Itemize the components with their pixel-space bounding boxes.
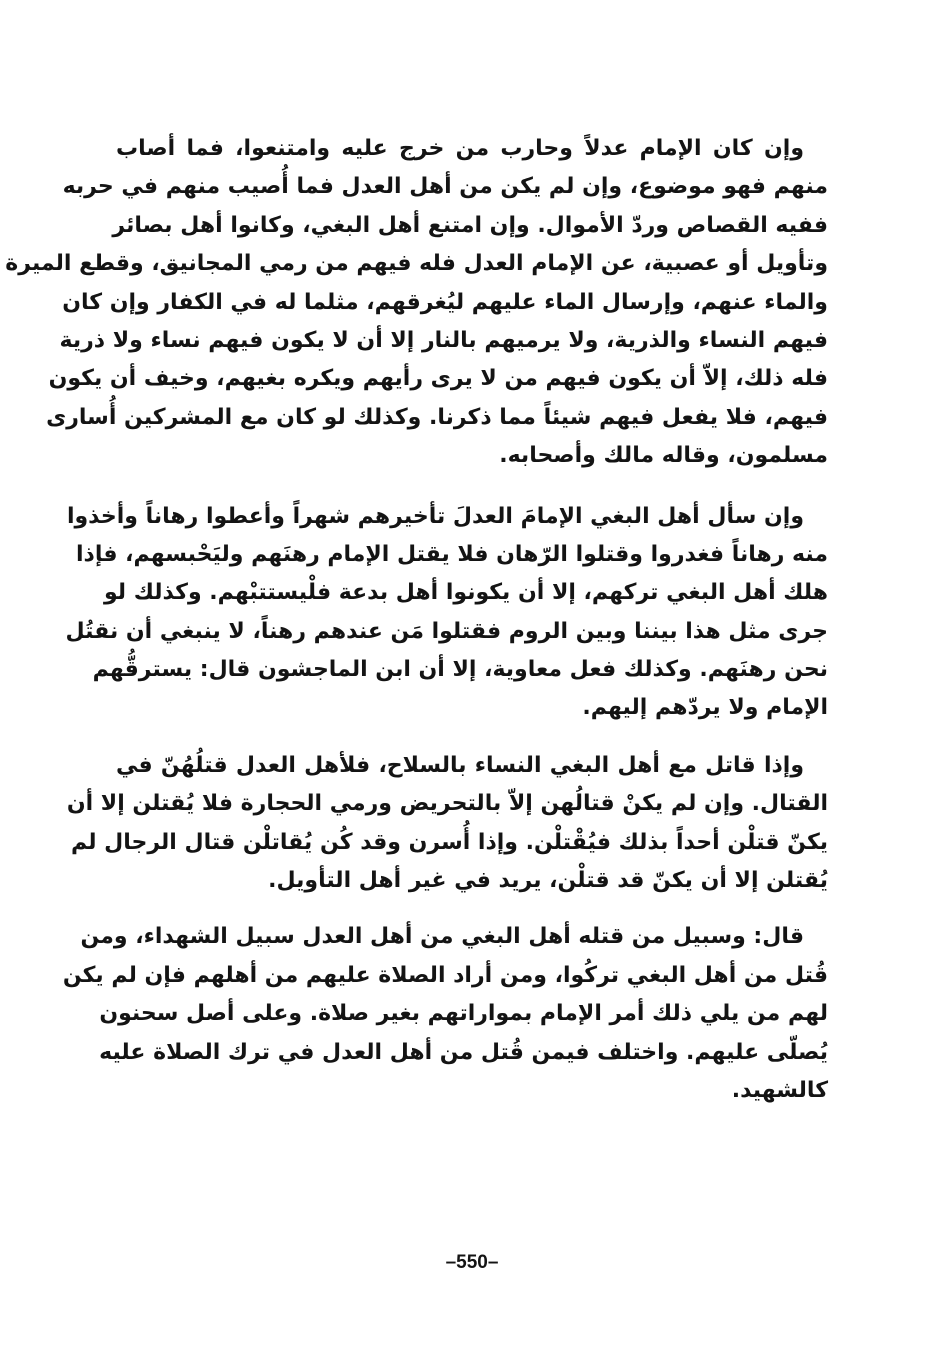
body-text xyxy=(5,130,828,1110)
text-line: فيهم النساء والذرية، ولا يرميهم بالنار إلا أن لا يكون فيهم نساء ولا ذرية xyxy=(59,327,828,353)
text-line: يُقتلن إلا أن يكنّ قد قتلْن، يريد في غير أهل التأويل. xyxy=(268,868,828,894)
text-line: نحن رهنَهم. وكذلك فعل معاوية، إلا أن ابن الماجشون قال: يسترقُّهم xyxy=(92,657,828,683)
text-line: لهم من يلي ذلك أمر الإمام بمواراتهم بغير صلاة. وعلى أصل سحنون xyxy=(99,1001,828,1027)
text-line: هلك أهل البغي تركهم، إلا أن يكونوا أهل بدعة فلْيستتبْهم. وكذلك لو xyxy=(104,580,828,606)
text-line: منه رهاناً فغدروا وقتلوا الرّهان فلا يقتل الإمام رهنَهم وليَحْبسهم، فإذا xyxy=(76,541,828,567)
text-line: ففيه القصاص وردّ الأموال. وإن امتنع أهل البغي، وكانوا أهل بصائر xyxy=(112,212,828,238)
text-line: وإن كان الإمام عدلاً وحارب من خرج عليه وامتنعوا، فما أصاب xyxy=(116,136,804,161)
text-line: قُتل من أهل البغي تركُوا، ومن أراد الصلاة عليهم من أهلهم فإن لم يكن xyxy=(62,962,828,988)
paragraph-3 xyxy=(66,747,828,901)
text-line: وإن سأل أهل البغي الإمامَ العدلَ تأخيرهم شهراً وأعطوا رهاناً وأخذوا xyxy=(66,503,804,529)
text-line: مسلمون، وقاله مالك وأصحابه. xyxy=(499,443,828,469)
paragraph-1 xyxy=(5,130,828,476)
text-line: يُصلّى عليهم. واختلف فيمن قُتل من أهل العدل في ترك الصلاة عليه xyxy=(99,1039,828,1065)
text-line: منهم فهو موضوع، وإن لم يكن من أهل العدل فما أُصيب منهم في حربه xyxy=(62,174,828,200)
text-line: وإذا قاتل مع أهل البغي النساء بالسلاح، فلأهل العدل قتلُهُنّ في xyxy=(116,752,804,778)
text-line: فله ذلك، إلاّ أن يكون فيهم من لا يرى رأيهم ويكره بغيهم، وخيف أن يكون xyxy=(48,366,828,392)
paragraph-2 xyxy=(65,498,828,728)
text-line: فيهم، فلا يفعل فيهم شيئاً مما ذكرنا. وكذلك لو كان مع المشركين أُسارى xyxy=(46,404,828,430)
text-line: قال: وسبيل من قتله أهل البغي من أهل العدل سبيل الشهداء، ومن xyxy=(80,924,804,950)
page-number: –550– xyxy=(445,1252,499,1273)
text-line: جرى مثل هذا بيننا وبين الروم فقتلوا مَن عندهم رهناً، لا ينبغي أن نقتُل xyxy=(65,618,828,644)
text-line: كالشهيد. xyxy=(731,1077,828,1103)
text-line: القتال. وإن لم يكنْ قتالُهن إلاّ بالتحريض ورمي الحجارة فلا يُقتلن إلا أن xyxy=(66,791,828,817)
text-line: وتأويل أو عصبية، عن الإمام العدل فله فيهم من رمي المجانيق، وقطع الميرة xyxy=(5,251,828,277)
text-line: يكنّ قتلْن أحداً بذلك فيُقْتلْن. وإذا أُسرن وقد كُن يُقاتلْن قتال الرجال لم xyxy=(70,829,828,855)
text-line: الإمام ولا يردّهم إليهم. xyxy=(582,695,828,721)
paragraph-4 xyxy=(62,918,828,1110)
text-line: والماء عنهم، وإرسال الماء عليهم ليُغرقهم، مثلما له في الكفار وإن كان xyxy=(62,289,828,315)
